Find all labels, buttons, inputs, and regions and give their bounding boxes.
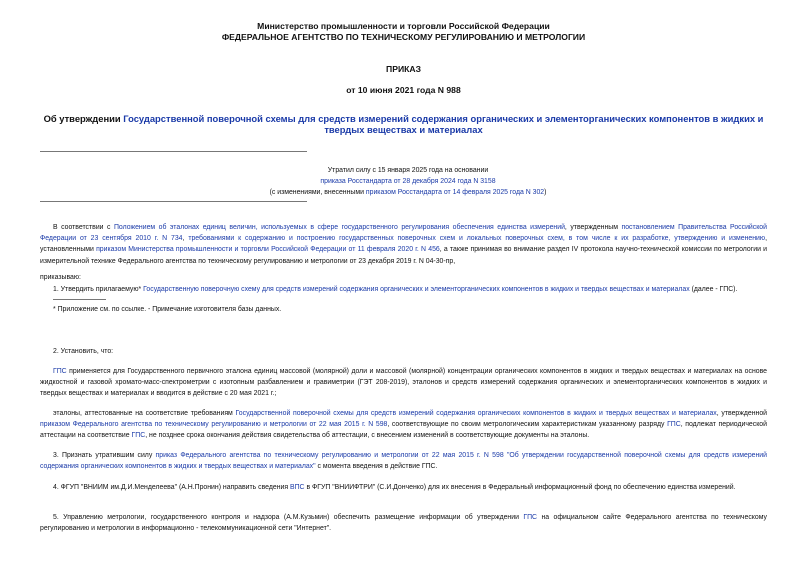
order-word: приказываю: bbox=[40, 274, 81, 281]
status-link-amend[interactable]: приказом Росстандарта от 14 февраля 2025 года N 302 bbox=[365, 189, 545, 197]
preamble-link-regulation[interactable]: Положением об эталонах единиц величин, используемых в сфере государственного регулирования обеспечения единства измерений bbox=[113, 224, 565, 231]
etalon-link-order[interactable]: приказом Федерального агентства по техническому регулированию и метрологии от 22 мая 2015 г. N 598 bbox=[40, 421, 388, 429]
item-3-text-2: с момента введения в действие ГПС. bbox=[315, 463, 438, 471]
item-3-text-1: 3. Признать утратившим силу bbox=[53, 452, 156, 459]
etalon-text-3: , соответствующие по своим метрологическим характеристикам указанному разряду bbox=[387, 421, 668, 429]
item-1-text-1: 1. Утвердить прилагаемую* bbox=[53, 286, 144, 293]
item-4-link[interactable]: ВПС bbox=[290, 484, 305, 491]
page-title bbox=[40, 113, 767, 135]
item-5 bbox=[40, 512, 767, 534]
divider-bottom bbox=[40, 201, 307, 202]
doc-date: от 10 июня 2021 года N 988 bbox=[346, 85, 461, 95]
item-1-link[interactable]: Государственную поверочную схему для средств измерений содержания органических и элементорганических компонентов в жидких и твердых веществах и материалах bbox=[143, 286, 690, 293]
status-line-1: Утратил силу с 15 января 2025 года на основании bbox=[327, 167, 489, 174]
item-5-link[interactable]: ГПС bbox=[523, 514, 538, 521]
etalon-paragraph bbox=[40, 408, 767, 442]
status-note bbox=[258, 165, 558, 199]
etalon-link-gps-2[interactable]: ГПС bbox=[131, 432, 146, 440]
doc-type: ПРИКАЗ bbox=[386, 64, 421, 74]
title-link[interactable]: Государственной поверочной схемы для средств измерений содержания органических и элементорганических компонентов в жидких и твердых веществах и материалах bbox=[123, 113, 764, 136]
agency-name: ФЕДЕРАЛЬНОЕ АГЕНТСТВО ПО ТЕХНИЧЕСКОМУ РЕГУЛИРОВАНИЮ И МЕТРОЛОГИИ bbox=[221, 31, 586, 42]
item-1-text-2: (далее - ГПС). bbox=[689, 286, 738, 293]
item-1 bbox=[40, 284, 767, 295]
divider-top bbox=[40, 151, 307, 152]
preamble-text-4: , установленными bbox=[40, 235, 767, 254]
footnote-divider bbox=[53, 299, 106, 300]
preamble-link-order[interactable]: приказом Министерства промышленности и торговли Российской Федерации от 11 февраля 2020 г. N 456 bbox=[96, 246, 440, 254]
item-2: 2. Установить, что: bbox=[53, 348, 114, 355]
preamble-link-decree[interactable]: постановлением Правительства Российской Федерации от 23 сентября 2010 г. N 734 bbox=[40, 224, 767, 243]
preamble-link-requirements[interactable]: требованиями к содержанию и построению государственных поверочных схем и локальных поверочных схем, в том числе к их разработке, утверждению и изменению bbox=[188, 235, 766, 243]
etalon-text-1: эталоны, аттестованные на соответствие требованиям bbox=[53, 410, 236, 417]
etalon-link-gps-1[interactable]: ГПС bbox=[667, 421, 681, 429]
etalon-text-4: , подлежат периодической аттестации на соответствие bbox=[40, 421, 767, 440]
item-5-text-2: на официальном сайте Федерального агентства по техническому регулированию и метрологии в информационно - телекоммуникационной сети "Интернет". bbox=[40, 514, 767, 533]
gps-link[interactable]: ГПС bbox=[53, 368, 67, 375]
preamble-text-5: , а также принимая во внимание раздел IV протокола научно-технической комиссии по метрологии и измерительной технике Федерального агентства по техническому регулированию и метрологии от 23 декабря 2019 г. N 04-30-пр, bbox=[40, 246, 767, 265]
etalon-text-2: , утвержденной bbox=[716, 410, 767, 417]
footnote: * Приложение см. по ссылке. - Примечание изготовителя базы данных. bbox=[53, 306, 282, 313]
title-prefix: Об утверждении bbox=[43, 113, 124, 124]
preamble-text-2: , утвержденным bbox=[564, 224, 622, 231]
ministry-name: Министерство промышленности и торговли Российской Федерации bbox=[257, 21, 550, 31]
status-link-repeal[interactable]: приказа Росстандарта от 28 декабря 2024 года N 3158 bbox=[320, 178, 496, 186]
item-4-text-1: 4. ФГУП "ВНИИМ им.Д.И.Менделеева" (А.Н.Пронин) направить сведения bbox=[53, 484, 290, 491]
status-suffix: ) bbox=[544, 189, 547, 197]
gps-paragraph bbox=[40, 366, 767, 400]
item-5-text-1: 5. Управлению метрологии, государственного контроля и надзора (А.М.Кузьмин) обеспечить размещение информации об утверждении bbox=[53, 514, 524, 521]
etalon-link-scheme[interactable]: Государственной поверочной схемы для средств измерений содержания органических компонентов в жидких и твердых веществах и материалах bbox=[235, 410, 717, 417]
gps-text: применяется для Государственного первичного эталона единиц массовой (молярной) доли и массовой (молярной) концентрации органических компонентов в жидких и твердых веществах и материалах на основе жидкостной и газовой хромато-масс-спектрометрии с изотопным разбавлением и гравиметрии (ГЭТ 208-2019), эталонов и средств измерений содержания органических и элементорганических компонентов в жидких и твердых веществах и материалах и вводится в действие с 20 мая 2021 г.; bbox=[40, 368, 767, 398]
preamble-paragraph bbox=[40, 222, 767, 267]
item-3-link[interactable]: приказ Федерального агентства по техническому регулированию и метрологии от 22 мая 2015 г. N 598 "Об утверждении государственной поверочной схемы для средств измерений содержания органических компонентов в жидких и твердых веществах и материалах" bbox=[40, 452, 767, 471]
status-prefix: (с изменениями, внесенными bbox=[269, 189, 366, 197]
item-3 bbox=[40, 450, 767, 472]
header-block bbox=[0, 21, 807, 42]
item-4-text-2: в ФГУП "ВНИИФТРИ" (С.И.Донченко) для их внесения в Федеральный информационный фонд по обеспечению единства измерений. bbox=[304, 484, 736, 491]
preamble-text-3: , bbox=[182, 235, 189, 243]
preamble-text-1: В соответствии с bbox=[53, 224, 114, 231]
etalon-text-5: , не позднее срока окончания действия свидетельства об аттестации, с внесением изменений в соответствующие документы на эталоны. bbox=[145, 432, 590, 440]
item-4 bbox=[40, 482, 767, 493]
